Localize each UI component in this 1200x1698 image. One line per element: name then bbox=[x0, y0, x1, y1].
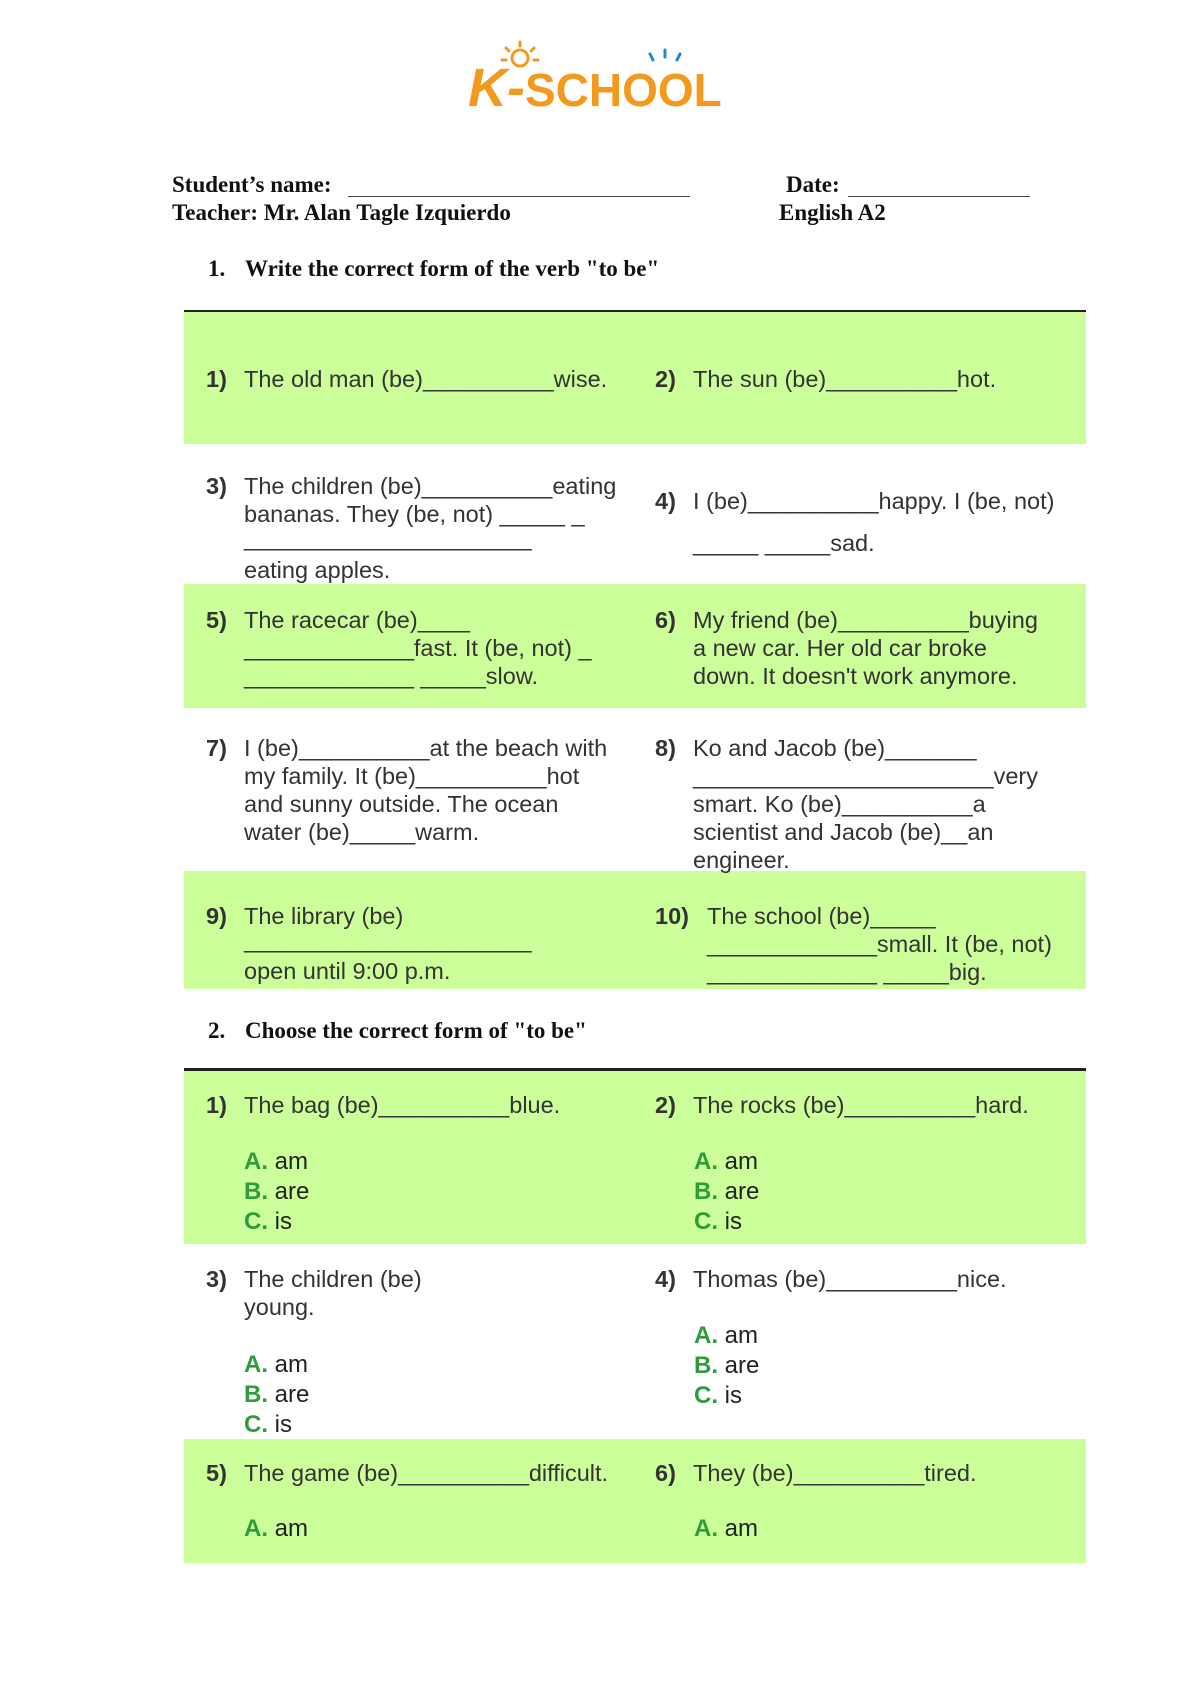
line: The library (be) bbox=[244, 903, 404, 929]
line: The game (be)__________difficult. bbox=[244, 1460, 609, 1486]
option-a[interactable]: A. am bbox=[244, 1148, 309, 1175]
s2-item-6-options bbox=[694, 1514, 758, 1544]
s2-item-1-num: 1) bbox=[206, 1092, 227, 1118]
line: _____________ _____slow. bbox=[244, 663, 539, 689]
line: _____________ _____big. bbox=[707, 959, 987, 985]
teacher-label: Teacher: Mr. Alan Tagle Izquierdo bbox=[172, 200, 511, 225]
option-c[interactable]: C. is bbox=[244, 1208, 293, 1235]
line: The bag (be)__________blue. bbox=[244, 1092, 561, 1118]
section2-number: 2. bbox=[208, 1018, 226, 1043]
line: scientist and Jacob (be)__an bbox=[693, 819, 994, 845]
student-name-label: Student’s name: bbox=[172, 172, 332, 197]
line: I (be)__________happy. I (be, not) bbox=[693, 488, 1055, 514]
band-s2-row-3 bbox=[184, 1439, 1086, 1563]
line: open until 9:00 p.m. bbox=[244, 958, 451, 984]
s2-item-6-text bbox=[693, 1459, 977, 1487]
line: _______________________very bbox=[693, 763, 1038, 789]
line: The school (be)_____ bbox=[707, 903, 936, 929]
s1-item-2-text[interactable] bbox=[693, 365, 996, 393]
s1-item-5-text[interactable] bbox=[244, 606, 592, 690]
s2-item-2-text bbox=[693, 1091, 1029, 1119]
line: young. bbox=[244, 1294, 315, 1320]
s2-item-2-num: 2) bbox=[655, 1092, 676, 1118]
s2-item-1-text bbox=[244, 1091, 560, 1119]
s1-item-7-text[interactable] bbox=[244, 734, 607, 846]
option-a[interactable]: A. am bbox=[244, 1351, 309, 1378]
s2-item-6-num: 6) bbox=[655, 1460, 676, 1486]
option-a[interactable]: A. am bbox=[694, 1515, 759, 1542]
s1-item-10-text[interactable] bbox=[707, 902, 1052, 986]
s2-item-3-options bbox=[244, 1350, 309, 1440]
line: The sun (be)__________hot. bbox=[693, 366, 997, 392]
s1-item-2-num: 2) bbox=[655, 366, 676, 392]
s2-item-3-num: 3) bbox=[206, 1266, 227, 1292]
line: The racecar (be)____ bbox=[244, 607, 470, 633]
s1-item-8-num: 8) bbox=[655, 735, 676, 761]
s1-item-9-text[interactable] bbox=[244, 902, 532, 985]
option-a[interactable]: A. am bbox=[244, 1515, 309, 1542]
s1-item-10-num: 10) bbox=[655, 903, 689, 929]
line: my family. It (be)__________hot bbox=[244, 763, 580, 789]
s1-item-6-num: 6) bbox=[655, 607, 676, 633]
s1-item-3-num: 3) bbox=[206, 473, 227, 499]
line: a new car. Her old car broke bbox=[693, 635, 987, 661]
line: eating apples. bbox=[244, 557, 391, 583]
s1-item-4-text[interactable] bbox=[693, 487, 1054, 557]
logo-k: K-SCHOOL bbox=[468, 58, 722, 118]
line: _____ _____sad. bbox=[693, 530, 875, 556]
option-b[interactable]: B. are bbox=[694, 1352, 760, 1379]
date-line[interactable] bbox=[848, 196, 1030, 197]
student-name-line[interactable] bbox=[348, 196, 690, 197]
s1-item-3-text[interactable] bbox=[244, 472, 616, 584]
s1-item-1-text[interactable] bbox=[244, 365, 607, 393]
s1-item-4-num: 4) bbox=[655, 488, 676, 514]
s2-item-4-text bbox=[693, 1265, 1007, 1293]
option-c[interactable]: C. is bbox=[694, 1208, 743, 1235]
line: ______________________ bbox=[244, 525, 532, 551]
option-a[interactable]: A. am bbox=[694, 1148, 759, 1175]
line: Thomas (be)__________nice. bbox=[693, 1266, 1007, 1292]
k-school-logo bbox=[462, 40, 752, 120]
option-b[interactable]: B. are bbox=[694, 1178, 760, 1205]
option-c[interactable]: C. is bbox=[694, 1382, 743, 1409]
line: The children (be) bbox=[244, 1266, 422, 1292]
s2-item-4-options bbox=[694, 1321, 759, 1411]
section1-title: Write the correct form of the verb "to be" bbox=[245, 256, 660, 281]
option-b[interactable]: B. are bbox=[244, 1178, 310, 1205]
line: smart. Ko (be)__________a bbox=[693, 791, 986, 817]
line: bananas. They (be, not) _____ _ bbox=[244, 501, 585, 527]
line: They (be)__________tired. bbox=[693, 1460, 977, 1486]
s1-item-7-num: 7) bbox=[206, 735, 227, 761]
s2-item-1-options bbox=[244, 1147, 309, 1237]
line: _____________fast. It (be, not) _ bbox=[244, 635, 592, 661]
line: The children (be)__________eating bbox=[244, 473, 617, 499]
section2-title: Choose the correct form of "to be" bbox=[245, 1018, 587, 1043]
line: engineer. bbox=[693, 847, 790, 873]
s1-item-5-num: 5) bbox=[206, 607, 227, 633]
line: The rocks (be)__________hard. bbox=[693, 1092, 1029, 1118]
sparkle-icon bbox=[650, 50, 680, 60]
s2-item-2-options bbox=[694, 1147, 759, 1237]
section1-number: 1. bbox=[208, 256, 226, 281]
line: The old man (be)__________wise. bbox=[244, 366, 608, 392]
s2-item-5-num: 5) bbox=[206, 1460, 227, 1486]
s1-item-9-num: 9) bbox=[206, 903, 227, 929]
option-b[interactable]: B. are bbox=[244, 1381, 310, 1408]
option-a[interactable]: A. am bbox=[694, 1322, 759, 1349]
s2-item-5-text bbox=[244, 1459, 608, 1487]
s1-item-1-num: 1) bbox=[206, 366, 227, 392]
line: _____________small. It (be, not) bbox=[707, 931, 1052, 957]
line: water (be)_____warm. bbox=[244, 819, 480, 845]
course-label: English A2 bbox=[779, 200, 886, 225]
s1-item-6-text[interactable] bbox=[693, 606, 1038, 690]
s2-item-3-text bbox=[244, 1265, 422, 1321]
line: I (be)__________at the beach with bbox=[244, 735, 608, 761]
line: and sunny outside. The ocean bbox=[244, 791, 559, 817]
line: ______________________ bbox=[244, 927, 532, 953]
line: Ko and Jacob (be)_______ bbox=[693, 735, 977, 761]
line: My friend (be)__________buying bbox=[693, 607, 1038, 633]
line: down. It doesn't work anymore. bbox=[693, 663, 1018, 689]
option-c[interactable]: C. is bbox=[244, 1411, 293, 1438]
date-label: Date: bbox=[786, 172, 840, 197]
s1-item-8-text[interactable] bbox=[693, 734, 1038, 874]
s2-item-5-options bbox=[244, 1514, 308, 1544]
s2-item-4-num: 4) bbox=[655, 1266, 676, 1292]
